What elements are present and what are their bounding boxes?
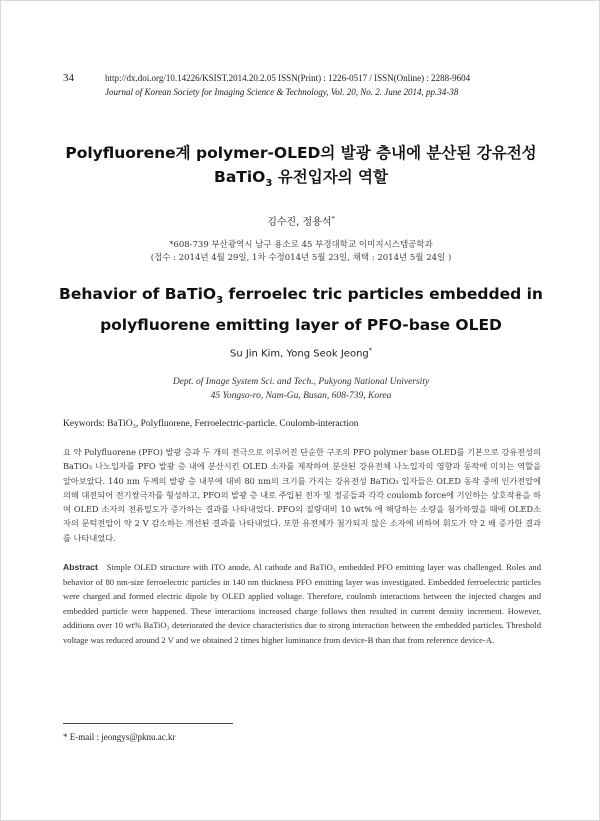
doi-issn-line: http://dx.doi.org/10.14226/KSIST.2014.20.2.05 ISSN(Print) : 1226-0517 / ISSN(Online) : 2288-9604: [105, 73, 471, 83]
english-authors: Su Jin Kim, Yong Seok Jeong*: [229, 346, 373, 360]
keywords: Keywords: BaTiO₃, Polyfluorene, Ferroelectric-particle. Coulomb-interaction: [63, 419, 359, 429]
abstract-text: Simple OLED structure with ITO anode, Al cathode and BaTiO₃ embedded PFO emitting layer was challenged. Roles and behavior of 80 nm-size ferroelectric particles in 140 nm thickness PFO emitting layer was investigated. Embedded ferroelectric particles were charged and formed electric dipole by OLED applied voltage. Therefore, coulomb interactions between the injected charges and embedded particle were happened. These interactions increased charge follows then resulted in current density increment. However, additions over 10 wt% BaTiO₃ deteriorated the device characteristics due to strong interaction between the embedded particles. Threshold voltage was reduced around 2 V and we obtained 2 times higher luminance from device-B than that from reference device-A.: [63, 562, 541, 645]
korean-title-line1: Polyfluorene계 polymer-OLED의 발광 층내에 분산된 강유전성: [65, 144, 537, 162]
footnote-rule: [63, 723, 233, 724]
english-affiliation-dept: Dept. of Image System Sci. and Tech., Pukyong National University: [172, 377, 430, 387]
english-title-line1: Behavior of BaTiO$_3$ ferroelec tric particles embedded in: [59, 285, 543, 307]
english-affiliation-address: 45 Yongso-ro, Nam-Gu, Busan, 608-739, Korea: [210, 391, 392, 401]
korean-authors: 김수진, 정용석*: [267, 214, 335, 228]
english-title-line2: polyfluorene emitting layer of PFO-base OLED: [100, 316, 502, 335]
journal-citation: Journal of Korean Society for Imaging Science & Technology, Vol. 20, No. 2. June 2014, pp.34-38: [105, 87, 459, 97]
english-abstract: [63, 560, 541, 648]
english-affiliation: [1, 375, 600, 403]
footnote-email: * E-mail : jeongys@pknu.ac.kr: [63, 732, 176, 742]
korean-affiliation: [1, 239, 600, 265]
korean-title: [1, 141, 600, 196]
korean-dates: (접수 : 2014년 4월 29일, 1차 수정014년 5월 23일, 채택 : 2014년 5월 24일 ): [150, 253, 452, 263]
page-number: 34: [63, 72, 74, 84]
english-title: [1, 282, 600, 337]
abstract-label: Abstract: [63, 562, 98, 572]
korean-abstract: 요 약 Polyfluorene (PFO) 발광 층과 두 개의 전극으로 이루어진 단순한 구조의 PFO polymer base OLED를 기본으로 강유전성의 BaTiO₃ 나노입자를 PFO 발광 층 내에 분산시킨 OLED 소자를 제작하여 분산된 강유전체 나노입자의 영향과 동작에 미치는 역할을 알아보았다. 140 nm 두께의 발광 층 내부에 대비 80 nm의 크기를 가지는 강유전성 BaTiO₃ 입자들은 OLED 동작 중에 인가전압에 의해 대전되어 전기쌍극자를 형성하고, PFO의 발광 층 내로 주입된 전자 및 정공들과 각각 coulomb force에 기인하는 상호작용을 하여 OLED 소자의 전류밀도가 증가하는 결과를 나타내었다. PFO의 질량대비 10 wt% 에 해당하는 소량을 첨가하였을 때에 OLED소자의 문턱전압이 약 2 V 감소하는 개선된 결과를 나타내었다. 또한 유전체가 첨가되지 않은 소자에 비하여 휘도가 약 2 배 증가한 결과를 나타내었다.: [63, 447, 541, 543]
korean-affiliation-address: *608-739 부산광역시 남구 용소로 45 부경대학교 이미지시스템공학과: [169, 240, 433, 250]
korean-title-line2: BaTiO$_3$ 유전입자의 역할: [214, 168, 388, 190]
